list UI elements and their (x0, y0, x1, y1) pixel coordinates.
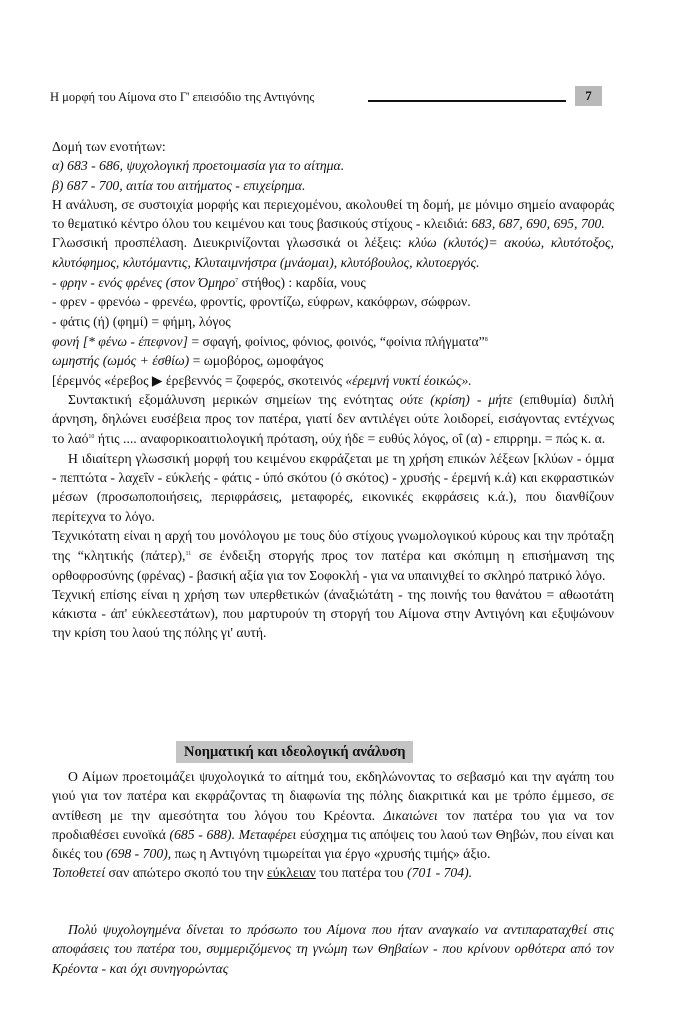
section-block (52, 767, 614, 883)
page-header (50, 86, 640, 112)
page-number: 7 (575, 86, 602, 106)
phren-line: - φρην - ενός φρένες (στον Όμηρο$^7$ στήθος) : καρδία, νους (52, 275, 366, 291)
fatis-line: - φάτις (ή) (φημί) = φήμη, λόγος (52, 313, 231, 329)
foni-line: φονή [* φένω - έπεφνον] = σφαγή, φοίνιος, φόνιος, φοινός, “φοίνια πλήγματα”$^8$ (52, 333, 488, 349)
erebos-line: [έρεμνός «έρεβος ▶ έρεβεννός = ζοφερός, σκοτεινός «έρεμνή νυκτί έοικώς». (52, 372, 472, 388)
technique-paragraph: Τεχνικότατη είναι η αρχή του μονόλογου με τους δύο στίχους γνωμολογικού κύρους και την πρόταξη της “κλητικής (πάτερ),$^{11}$ σε ένδειξη στοργής προς τον πατέρα και σκόπιμη η επισήμανση της ορθοφροσύνης (φρένας) - βασική αξία για τον Σοφοκλή - για να υπαινιχθεί το σκληρό πατρικό λόγο. (52, 527, 614, 583)
analysis-paragraph: Η ανάλυση, σε συστοιχία μορφής και περιεχομένου, ακολουθεί τη δομή, με μόνιμο σημείο αναφοράς το θεματικό κέντρο όλου του κειμένου και τους βασικούς στίχους - κλειδιά: 683, 687, 690, 695, 700. (52, 196, 614, 232)
section-last-line: Τοποθετεί σαν απώτερο σκοπό του την εύκλειαν του πατέρα του (701 - 704). (52, 865, 473, 881)
technique2-paragraph: Τεχνική επίσης είναι η χρήση των υπερθετικών (άναξιώτάτη - της ποινής του θανάτου = αθωοτάτη κάκιστα - άπ' εύκλεεστάτων), που μαρτυρούν τη στοργή του Αίμονα στην Αντιγόνη και εξυψώνουν την κρίση του λαού της πόλης γι' αυτή. (52, 586, 614, 641)
omistis-line: ωμηστής (ωμός + έσθίω) = ωμοβόρος, ωμοφάγος (52, 353, 324, 369)
glossary-paragraph: Γλωσσική προσπέλαση. Διευκρινίζονται γλωσσικά οι λέξεις: κλύω (κλυτός)= ακούω, κλυτότοξος, κλυτόφημος, κλυτόμαντις, Κλυταιμνήστρα (μνάομαι), κλυτόβουλος, κλυτοεργός. (52, 235, 614, 270)
structure-item-b: β) 687 - 700, αιτία του αιτήματος - επιχείρημα. (52, 177, 306, 193)
analysis-block (52, 137, 614, 643)
syntax-paragraph: Συντακτική εξομάλυνση μερικών σημείων της ενότητας ούτε (κρίση) - μήτε (επιθυμία) διπλή άρνηση, δηλώνει ευσέβεια προς τον πατέρα, γιατί δεν αντιλέγει ούτε λοιδορεί, εισάγοντας εντέχνως το λαό$^{10}$ ήτις .... αναφορικοαιτιολογική πρόταση, ούχ ήδε = ευθύς λόγος, οΐ (α) - επιρρημ. = πώς κ. α. (52, 391, 614, 447)
structure-heading: Δομή των ενοτήτων: (52, 139, 166, 154)
section-paragraph: Ο Αίμων προετοιμάζει ψυχολογικά το αίτημά του, εκδηλώνοντας το σεβασμό και την αγάπη του γιού για τον πατέρα και εκφράζοντας τη διαφωνία της πόλης διακριτικά και με τρόπο έμμεσο, σε αντίθεση με την αμεσότητα του λόγου του Κρέοντα. Δικαιώνει τον πατέρα του για να τον προδιαθέσει ευνοϊκά (685 - 688). Μεταφέρει εύσχημα τις απόψεις του λαού των Θηβών, που είναι και δικές του (698 - 700), πως η Αντιγόνη τιμωρείται για έργο «χρυσής τιμής» άξιο. (52, 769, 615, 862)
section-heading: Νοηματική και ιδεολογική ανάλυση (176, 741, 413, 763)
phren2-line: - φρεν - φρενόω - φρενέω, φροντίς, φροντίζω, εύφρων, κακόφρων, σώφρων. (52, 294, 471, 310)
structure-item-a: α) 683 - 686, ψυχολογική προετοιμασία για το αίτημα. (52, 158, 345, 174)
linguistic-form-paragraph: Η ιδιαίτερη γλωσσική μορφή του κειμένου εκφράζεται με τη χρήση επικών λέξεων [κλύων - όμμα - πεπτώτα - λαχεΐν - εύκλεής - φάτις - ύπό σκότου (ό σκότος) - χρυσής - έρεμνή κ.ά) και εκφραστικών μέσων (προσωποποιήσεις, περιφράσεις, μεταφορές, εικονικές εκφράσεις κ.ά.), που διανθίζουν περίτεχνα το λόγο. (52, 450, 614, 524)
running-title: Η μορφή του Αίμονα στο Γ' επεισόδιο της Αντιγόνης (50, 90, 315, 104)
header-rule (368, 100, 566, 102)
final-paragraph: Πολύ ψυχολογημένα δίνεται το πρόσωπο του Αίμονα που ήταν αναγκαίο να αντιπαραταχθεί στις αποφάσεις του πατέρα του, συμμεριζόμενος τη γνώμη των Θηβαίων - που κρίνουν ορθότερα από τον Κρέοντα - και όχι συνηγορώντας (52, 922, 614, 976)
